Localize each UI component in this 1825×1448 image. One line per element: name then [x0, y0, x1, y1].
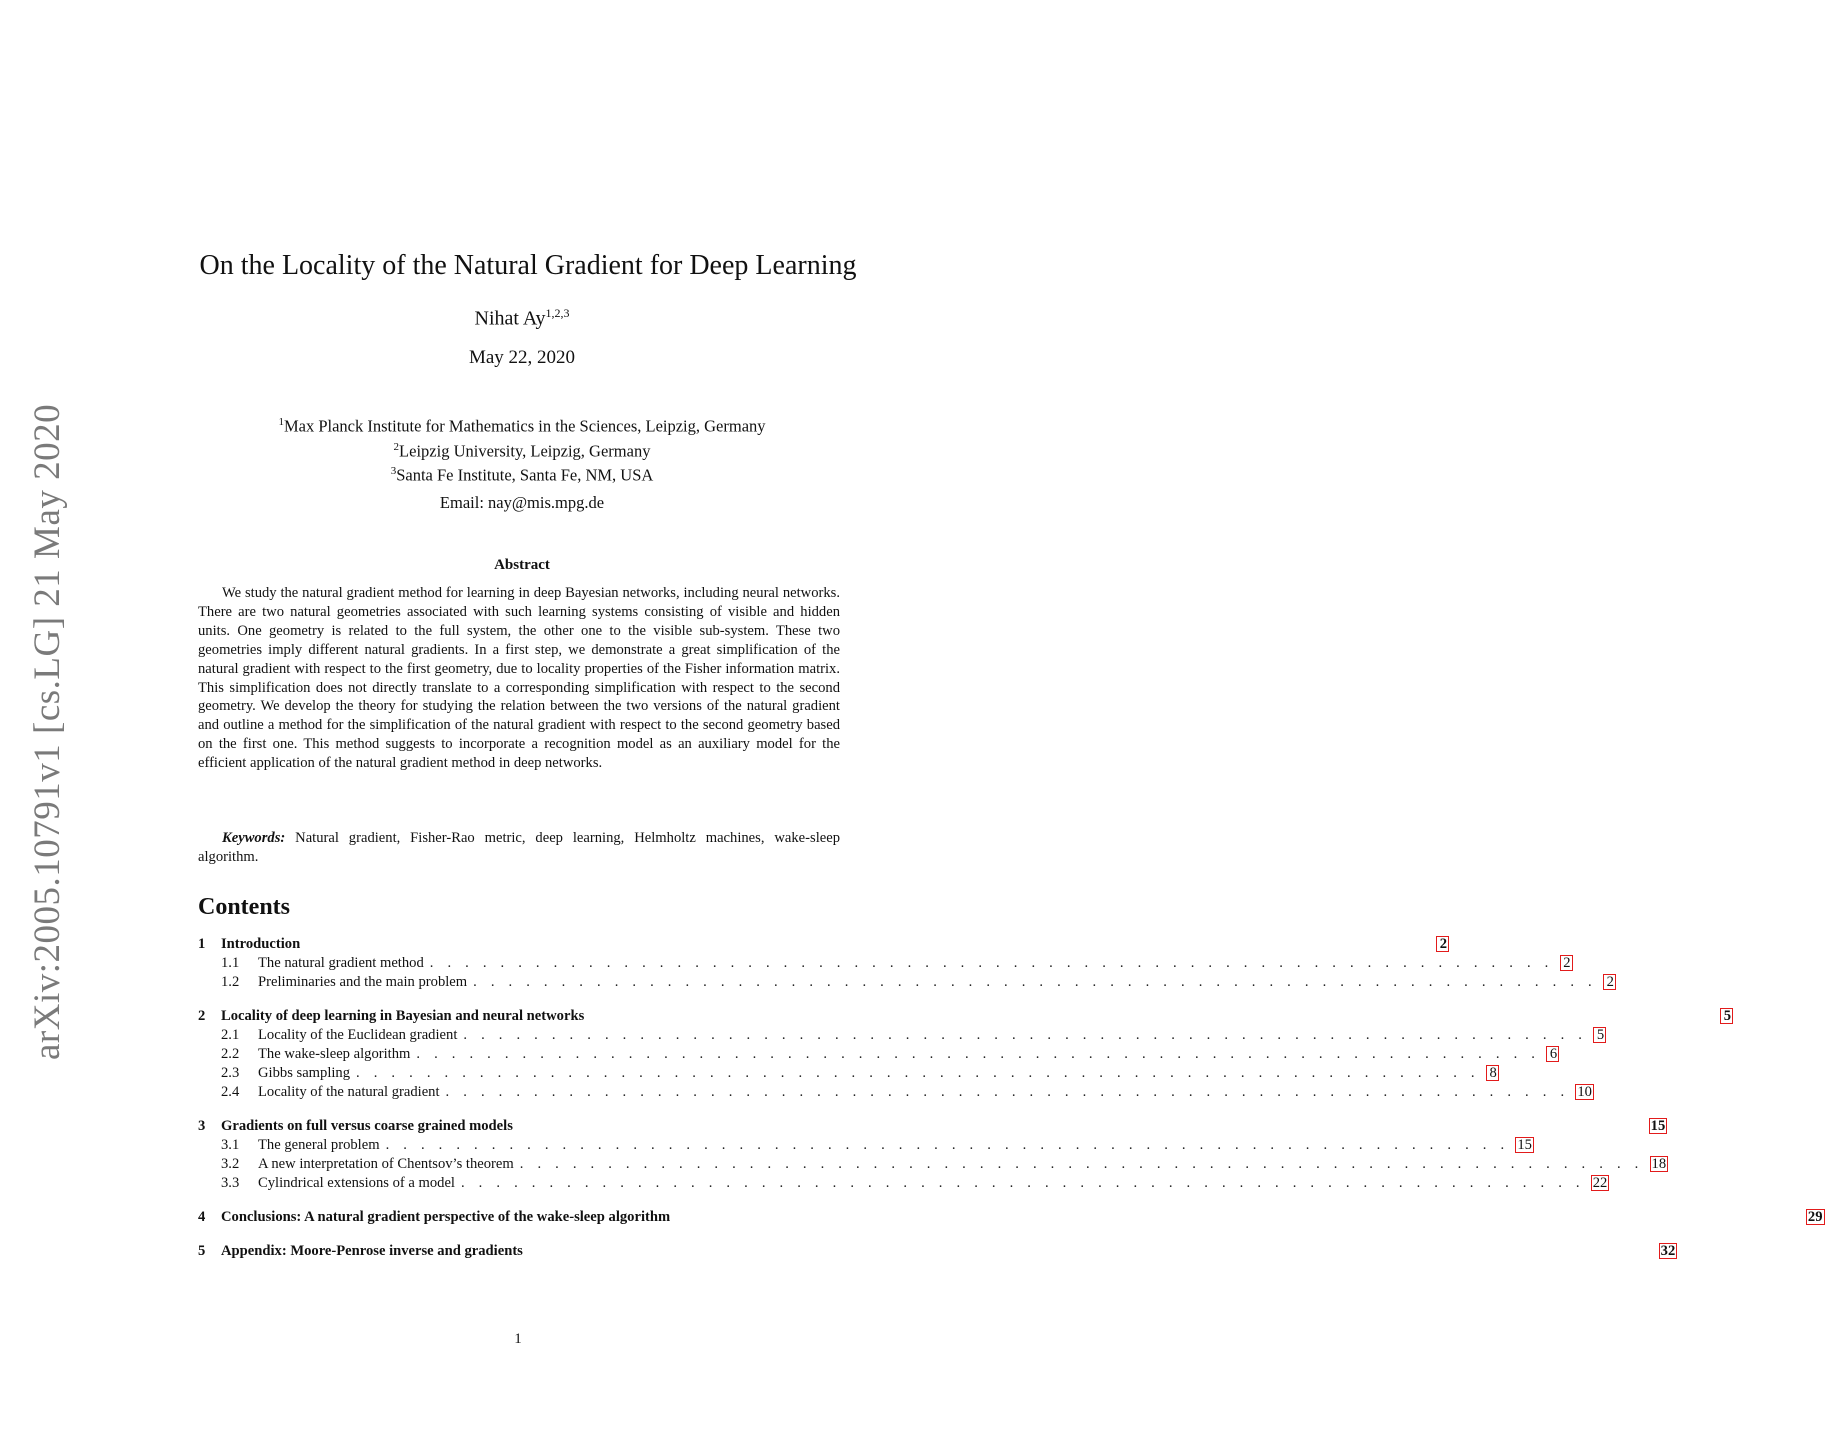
- toc-section-row[interactable]: [198, 1208, 1823, 1227]
- affiliation-2: $^2$Leipzig University, Leipzig, Germany: [393, 440, 651, 460]
- toc-page-link[interactable]: 29: [1807, 1209, 1823, 1225]
- toc-page-link[interactable]: 15: [1650, 1118, 1666, 1134]
- toc-title[interactable]: Introduction: [221, 936, 301, 952]
- toc-number: 4: [198, 1209, 206, 1225]
- toc-leader-dots: . . . . . . . . . . . . . . . . . . . . . . . . . . . . . . . . . . . . . . . . . . . . . . . . . . . . . . . . . . . . . . . .: [519, 1156, 1644, 1172]
- toc-section-row[interactable]: [198, 935, 1447, 954]
- toc-title[interactable]: Gibbs sampling: [258, 1065, 351, 1081]
- toc-leader-dots: . . . . . . . . . . . . . . . . . . . . . . . . . . . . . . . . . . . . . . . . . . . . . . . . . . . . . . . . . . . . . . . .: [385, 1137, 1510, 1153]
- toc-number: 3.2: [221, 1156, 240, 1172]
- toc-section-row[interactable]: [198, 1117, 1666, 1136]
- toc-page-link[interactable]: 8: [1486, 1065, 1499, 1081]
- toc-page-link[interactable]: 6: [1546, 1046, 1559, 1062]
- affiliations: [10, 412, 1034, 486]
- paper-date: May 22, 2020: [468, 347, 576, 368]
- toc-page-link[interactable]: 5: [1593, 1027, 1606, 1043]
- toc-number: 2.2: [221, 1046, 240, 1062]
- keywords: [198, 829, 840, 867]
- toc-subsection-row[interactable]: [198, 1026, 1605, 1045]
- toc-number: 2.3: [221, 1065, 240, 1081]
- author-line: [10, 306, 1034, 331]
- toc-title[interactable]: Preliminaries and the main problem: [258, 974, 468, 990]
- toc-section: [198, 1117, 1667, 1193]
- toc-section: [198, 1208, 1823, 1227]
- toc-number: 3.1: [221, 1137, 240, 1153]
- toc-title[interactable]: Locality of deep learning in Bayesian and neural networks: [221, 1008, 585, 1024]
- toc-section: [198, 1242, 1676, 1261]
- toc-section-row[interactable]: [198, 1007, 1732, 1026]
- email: Email: nay@mis.mpg.de: [439, 493, 605, 512]
- toc-page-link[interactable]: 10: [1577, 1084, 1592, 1100]
- toc-number: 2.4: [221, 1084, 240, 1100]
- toc-number: 2: [198, 1008, 206, 1024]
- toc-leader-dots: . . . . . . . . . . . . . . . . . . . . . . . . . . . . . . . . . . . . . . . . . . . . . . . . . . . . . . . . . . . . . . . .: [429, 955, 1554, 971]
- toc-subsection-row[interactable]: [198, 973, 1614, 992]
- toc-title[interactable]: Appendix: Moore-Penrose inverse and gradients: [221, 1243, 523, 1259]
- toc-title[interactable]: Locality of the Euclidean gradient: [258, 1027, 458, 1043]
- toc-leader-dots: . . . . . . . . . . . . . . . . . . . . . . . . . . . . . . . . . . . . . . . . . . . . . . . . . . . . . . . . . . . . . . . .: [460, 1175, 1585, 1191]
- page-number: 1: [514, 1331, 522, 1347]
- toc-title[interactable]: A new interpretation of Chentsov’s theorem: [258, 1156, 514, 1172]
- arxiv-identifier: arXiv:2005.10791v1 [cs.LG] 21 May 2020: [27, 403, 68, 1060]
- toc-subsection-row[interactable]: [198, 1155, 1667, 1174]
- toc-number: 5: [198, 1243, 206, 1259]
- toc-title[interactable]: The natural gradient method: [258, 955, 424, 971]
- toc-number: 1.2: [221, 974, 240, 990]
- toc-title[interactable]: Conclusions: A natural gradient perspective of the wake-sleep algorithm: [221, 1209, 671, 1225]
- abstract-text: We study the natural gradient method for learning in deep Bayesian networks, including neural networks. There are two natural geometries associated with such learning systems consisting of visible and hidden units. One geometry is related to the full system, the other one to the visible sub-system. These two geometries imply different natural gradients. In a first step, we demonstrate a great simplification of the natural gradient with respect to the first geometry, due to locality properties of the Fisher information matrix. This simplification does not directly translate to a corresponding simplification with respect to the second geometry. We develop the theory for studying the relation between the two versions of the natural gradient and outline a method for the simplification of the natural gradient with respect to the second geometry based on the first one. This method suggests to incorporate a recognition model as an auxiliary model for the efficient application of the natural gradient method in deep networks.: [198, 585, 840, 772]
- toc-section: [198, 935, 1614, 992]
- toc-page-link[interactable]: 18: [1651, 1156, 1667, 1172]
- author-name: Nihat Ay: [474, 307, 546, 330]
- toc-title[interactable]: Locality of the natural gradient: [258, 1084, 440, 1100]
- toc-number: 2.1: [221, 1027, 240, 1043]
- toc-page-link[interactable]: 22: [1592, 1175, 1608, 1191]
- toc-subsection-row[interactable]: [198, 1045, 1558, 1064]
- toc-title[interactable]: The general problem: [258, 1137, 380, 1153]
- toc-number: 1.1: [221, 955, 240, 971]
- contents-heading: Contents: [198, 894, 291, 920]
- toc-page-link[interactable]: 32: [1660, 1243, 1676, 1259]
- toc-title[interactable]: Gradients on full versus coarse grained models: [221, 1118, 513, 1134]
- toc-title[interactable]: Cylindrical extensions of a model: [258, 1175, 455, 1191]
- abstract-heading: Abstract: [494, 557, 550, 573]
- affiliation-3: $^3$Santa Fe Institute, Santa Fe, NM, USA: [390, 465, 654, 485]
- toc-number: 3: [198, 1118, 206, 1134]
- toc-leader-dots: . . . . . . . . . . . . . . . . . . . . . . . . . . . . . . . . . . . . . . . . . . . . . . . . . . . . . . . . . . . . . . . .: [445, 1084, 1570, 1100]
- toc-leader-dots: . . . . . . . . . . . . . . . . . . . . . . . . . . . . . . . . . . . . . . . . . . . . . . . . . . . . . . . . . . . . . . . .: [356, 1065, 1480, 1081]
- toc-page-link[interactable]: 15: [1517, 1137, 1532, 1153]
- toc-page-link[interactable]: 2: [1436, 936, 1449, 952]
- table-of-contents: [198, 935, 1823, 1276]
- toc-subsection-row[interactable]: [198, 1136, 1532, 1155]
- toc-page-link[interactable]: 2: [1560, 955, 1573, 971]
- affiliation-1: $^1$Max Planck Institute for Mathematics in the Sciences, Leipzig, Germany: [278, 416, 766, 436]
- keywords-text: Natural gradient, Fisher-Rao metric, deep learning, Helmholtz machines, wake-sleep algorithm.: [198, 830, 841, 865]
- toc-title[interactable]: The wake-sleep algorithm: [258, 1046, 411, 1062]
- toc-number: 3.3: [221, 1175, 240, 1191]
- toc-leader-dots: . . . . . . . . . . . . . . . . . . . . . . . . . . . . . . . . . . . . . . . . . . . . . . . . . . . . . . . . . . . . . . . .: [416, 1046, 1541, 1062]
- author-affiliation-marks: 1,2,3: [545, 306, 570, 320]
- toc-subsection-row[interactable]: [198, 1083, 1592, 1102]
- toc-number: 1: [198, 936, 206, 952]
- toc-leader-dots: . . . . . . . . . . . . . . . . . . . . . . . . . . . . . . . . . . . . . . . . . . . . . . . . . . . . . . . . . . . . . . . .: [463, 1027, 1588, 1043]
- toc-page-link[interactable]: 2: [1603, 974, 1616, 990]
- toc-section-row[interactable]: [198, 1242, 1676, 1261]
- toc-page-link[interactable]: 5: [1720, 1008, 1733, 1024]
- toc-subsection-row[interactable]: [198, 954, 1571, 973]
- keywords-label: Keywords:: [222, 830, 286, 846]
- toc-subsection-row[interactable]: [198, 1064, 1497, 1083]
- paper-title: On the Locality of the Natural Gradient for Deep Learning: [199, 250, 857, 281]
- toc-leader-dots: . . . . . . . . . . . . . . . . . . . . . . . . . . . . . . . . . . . . . . . . . . . . . . . . . . . . . . . . . . . . . . . .: [473, 974, 1597, 990]
- toc-section: [198, 1007, 1732, 1102]
- toc-subsection-row[interactable]: [198, 1174, 1608, 1193]
